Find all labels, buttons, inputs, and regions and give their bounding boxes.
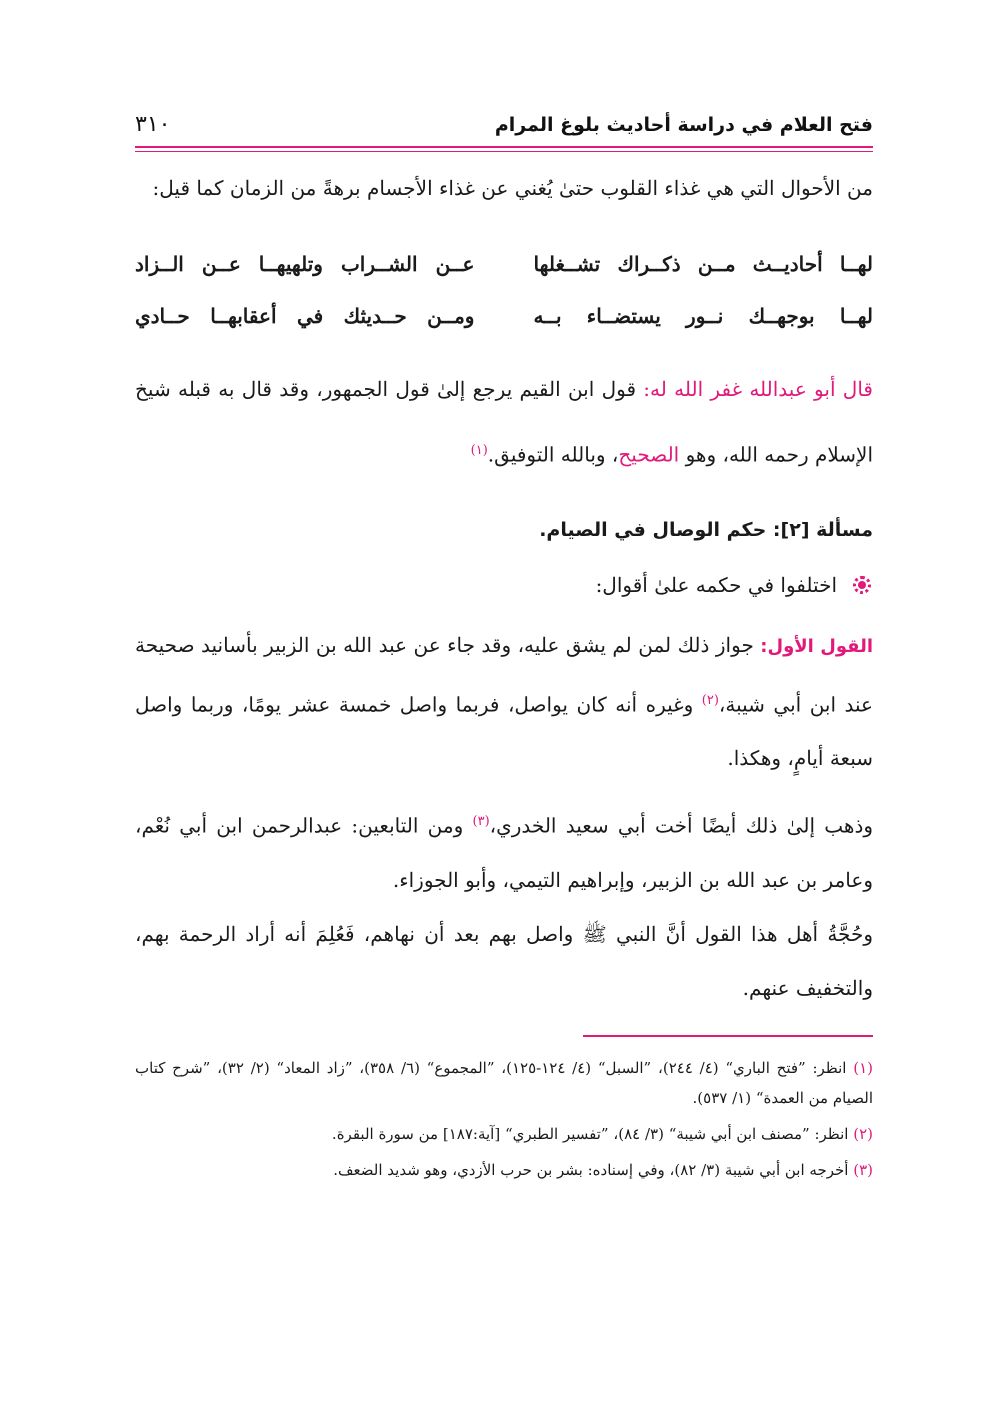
book-title: فتح العلام في دراسة أحاديث بلوغ المرام xyxy=(494,114,873,136)
footnote-text: انظر: ”مصنف ابن أبي شيبة“ (٣/ ٨٤)، ”تفسير الطبري“ [آية:١٨٧] من سورة البقرة. xyxy=(331,1125,854,1144)
footnote-number: (١) xyxy=(853,1059,873,1078)
opinion-label: القول الأول: xyxy=(760,635,873,657)
poem xyxy=(135,238,873,342)
poem-hemistich-right: لهــا أحاديــث مــن ذكــراك تشــغلها xyxy=(533,252,873,276)
main-text xyxy=(135,158,873,1185)
page-number: ٣١٠ xyxy=(135,112,171,137)
footnote-ref[interactable]: (١) xyxy=(470,443,488,458)
poem-hemistich-left: عــن الشــراب وتلهيهــا عــن الــزاد xyxy=(135,252,475,276)
paragraph-first-opinion xyxy=(135,618,873,786)
footnote-number: (٣) xyxy=(853,1161,873,1180)
page xyxy=(135,100,873,1191)
footnotes xyxy=(135,1053,873,1185)
paragraph-evidence: وحُجَّةُ أهل هذا القول أنَّ النبي ﷺ واصل بهم بعد أن نهاهم، فَعُلِمَ أنه أراد الرحمة بهم، والتخفيف عنهم. xyxy=(135,922,873,1001)
running-header xyxy=(135,100,873,144)
footnote-text: انظر: ”فتح الباري“ (٤/ ٢٤٤)، ”السبل“ (٤/ ١٢٤-١٢٥)، ”المجموع“ (٦/ ٣٥٨)، ”زاد المعاد“ (٢/ ٣٢)، ”شرح كتاب الصيام من العمدة“ (١/ ٥٣٧). xyxy=(135,1059,873,1108)
author-label: قال أبو عبدالله غفر الله له: xyxy=(643,377,873,401)
paragraph-author-note xyxy=(135,358,873,486)
footnote xyxy=(135,1155,873,1185)
text: جواز ذلك لمن لم يشق عليه، وقد جاء عن عبد الله بن الزبير بأسانيد صحيحة عند ابن أبي شيبة، xyxy=(135,632,873,717)
header-rule-thin xyxy=(135,151,873,152)
text: وذهب إلىٰ ذلك أيضًا أخت أبي سعيد الخدري، xyxy=(489,814,874,839)
footnote xyxy=(135,1119,873,1149)
paragraph-followers xyxy=(135,795,873,907)
issue-title: حكم الوصال في الصيام. xyxy=(539,518,773,541)
intro-text: اختلفوا في حكمه علىٰ أقوال: xyxy=(595,572,837,597)
paragraph-intro: من الأحوال التي هي غذاء القلوب حتىٰ يُغني عن غذاء الأجسام برهةً من الزمان كما قيل: xyxy=(152,176,873,200)
flower-bullet-icon xyxy=(851,574,873,596)
header-rule xyxy=(135,146,873,148)
poem-hemistich-right: لهــا بوجهــك نــور يستضــاء بــه xyxy=(533,304,873,328)
issue-label: مسألة [٢]: xyxy=(772,518,873,541)
footnote-number: (٢) xyxy=(853,1125,873,1144)
poem-hemistich-left: ومــن حــديثك في أعقابهــا حــادي xyxy=(135,304,475,328)
footnote-ref[interactable]: (٢) xyxy=(701,692,719,708)
poem-line xyxy=(135,238,873,290)
text: وغيره أنه كان يواصل، فربما واصل خمسة عشر يومًا، وربما واصل سبعة أيامٍ، وهكذا. xyxy=(135,692,873,771)
footnote-ref[interactable]: (٣) xyxy=(472,814,490,830)
footnote-text: أخرجه ابن أبي شيبة (٣/ ٨٢)، وفي إسناده: بشر بن حرب الأزدي، وهو شديد الضعف. xyxy=(333,1161,854,1180)
poem-line xyxy=(135,290,873,342)
sahih-word: الصحيح xyxy=(618,442,680,467)
text: قول ابن القيم يرجع إلىٰ قول الجمهور، وقد قال به قبله شيخ الإسلام رحمه الله، وهو xyxy=(135,377,873,467)
text: ، وبالله التوفيق. xyxy=(487,442,619,467)
intro-line xyxy=(135,566,873,604)
issue-heading xyxy=(135,512,873,548)
footnote xyxy=(135,1053,873,1113)
text: ومن التابعين: عبدالرحمن ابن أبي نُعْم، وعامر بن عبد الله بن الزبير، وإبراهيم التيمي، وأبو الجوزاء. xyxy=(135,814,873,893)
footnote-rule xyxy=(583,1035,873,1037)
